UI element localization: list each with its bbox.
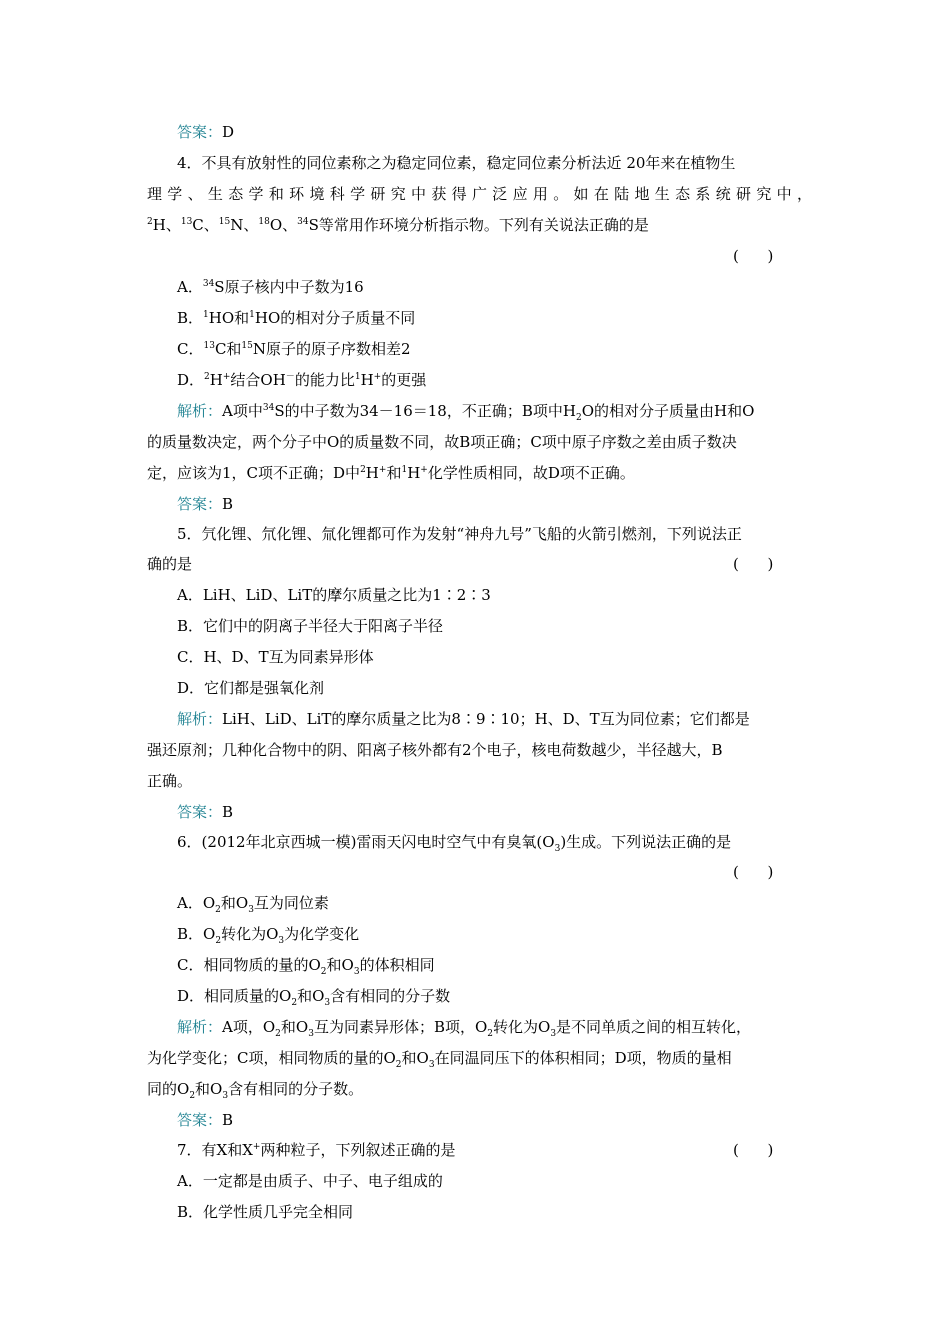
q3-answer	[177, 122, 812, 142]
sub: 2	[215, 905, 221, 915]
t: H	[209, 371, 223, 389]
sup: 18	[258, 217, 270, 227]
q6-option-a[interactable]	[177, 893, 812, 913]
answer-blank[interactable]: ( )	[733, 863, 774, 881]
t: 在同温同压下的体积相同；D项，物质的量相	[434, 1049, 732, 1067]
q4-explanation-1	[177, 401, 812, 421]
sup: 15	[218, 217, 231, 227]
t: )生成。下列说法正确的是	[560, 833, 732, 851]
answer-blank[interactable]: ( )	[733, 247, 774, 265]
t: 和O	[280, 1018, 309, 1036]
t: 6．(2012年北京西城一模)雷雨天闪电时空气中有臭氧(O	[177, 833, 555, 851]
sup: 1	[249, 310, 255, 320]
explanation-label: 解析：	[177, 710, 223, 728]
t: 、	[165, 216, 181, 234]
t: S的中子数为34－16＝18，不正确；B项中H	[274, 402, 576, 420]
q5-stem-line-2: 确的是	[147, 555, 193, 573]
answer-label: 答案：	[177, 123, 223, 141]
q5-option-d[interactable]: D．它们都是强氧化剂	[177, 679, 325, 697]
q5-explanation-2: 强还原剂；几种化合物中的阴、阳离子核外都有2个电子，核电荷数越少，半径越大，B	[147, 741, 723, 759]
q4-stem-line-3	[147, 215, 812, 235]
q4-stem-line-2: 理学、生态学和环境科学研究中获得广泛应用。如在陆地生态系统研究中，	[147, 185, 812, 203]
t: D．	[177, 371, 205, 389]
sub: 3	[278, 936, 285, 946]
explanation-label: 解析：	[177, 402, 223, 420]
sup: 34	[262, 403, 275, 413]
q6-answer	[177, 1110, 812, 1130]
sup: +	[222, 372, 231, 382]
t: C和	[214, 340, 242, 358]
sub: 2	[575, 413, 582, 423]
sup: 13	[203, 341, 215, 351]
t: 的体积相同	[359, 956, 435, 974]
q4-explanation-3	[147, 463, 812, 483]
sub: 2	[275, 1029, 281, 1039]
sup: －	[285, 372, 295, 382]
t: O	[269, 216, 283, 234]
answer-blank[interactable]: ( )	[733, 1141, 774, 1159]
sub: 3	[353, 967, 360, 977]
t: S	[308, 216, 319, 234]
sup: 2	[147, 217, 153, 227]
t: 化学性质相同，故D项不正确。	[427, 464, 635, 482]
t: C	[192, 216, 204, 234]
q4-option-c[interactable]	[177, 339, 812, 359]
t: 为化学变化	[284, 925, 360, 943]
t: 和O	[220, 894, 249, 912]
t: D．相同质量的O	[177, 987, 292, 1005]
sub: 3	[248, 905, 254, 915]
q7-option-b[interactable]: B．化学性质几乎完全相同	[177, 1203, 354, 1221]
q5-explanation-3: 正确。	[147, 772, 193, 790]
sub: 3	[222, 1091, 229, 1101]
sub: 3	[550, 1029, 557, 1039]
answer-value: B	[222, 803, 234, 821]
t: HO和	[208, 309, 250, 327]
t: A项中	[222, 402, 263, 420]
t: 等常用作环境分析指示物。下列有关说法正确的是	[318, 216, 649, 234]
answer-value: B	[222, 495, 234, 513]
q4-option-d[interactable]	[177, 370, 812, 390]
t: 同的O	[147, 1080, 190, 1098]
sub: 2	[320, 967, 327, 977]
t: HO的相对分子质量不同	[254, 309, 416, 327]
answer-label: 答案：	[177, 495, 223, 513]
sub: 2	[395, 1060, 402, 1070]
answer-value: D	[222, 123, 235, 141]
t: 、	[243, 216, 259, 234]
sup: 2	[360, 465, 366, 475]
q6-explanation-2	[147, 1048, 812, 1068]
sup: 1	[354, 372, 361, 382]
sub: 2	[215, 936, 222, 946]
explanation-label: 解析：	[177, 1018, 223, 1036]
t: H	[365, 464, 379, 482]
answer-label: 答案：	[177, 1111, 223, 1129]
t: S	[214, 278, 225, 296]
sub: 2	[291, 998, 298, 1008]
q6-option-b[interactable]	[177, 924, 812, 944]
t: 、	[282, 216, 298, 234]
sup: +	[252, 1142, 261, 1152]
t: 7．有X和X	[177, 1141, 253, 1159]
answer-label: 答案：	[177, 803, 223, 821]
sup: 34	[297, 217, 309, 227]
sup: +	[373, 372, 382, 382]
sup: 34	[202, 279, 215, 289]
q6-option-d[interactable]	[177, 986, 812, 1006]
t: H	[152, 216, 166, 234]
t: A．O	[177, 894, 216, 912]
sup: 13	[180, 217, 193, 227]
t: 和O	[401, 1049, 429, 1067]
t: B．O	[177, 925, 216, 943]
t: O的相对分子质量由H和O	[581, 402, 755, 420]
t: 和O	[195, 1080, 223, 1098]
sub: 3	[428, 1060, 435, 1070]
t: 为化学变化；C项，相同物质的量的O	[147, 1049, 396, 1067]
t: H	[407, 464, 421, 482]
q4-stem-line-1: 4．不具有放射性的同位素称之为稳定同位素，稳定同位素分析法近 20年来在植物生	[177, 154, 736, 172]
q5-option-a[interactable]: A．LiH、LiD、LiT的摩尔质量之比为1∶2∶3	[177, 586, 491, 604]
sup: +	[378, 465, 387, 475]
t: A项，O	[222, 1018, 276, 1036]
t: 含有相同的分子数	[330, 987, 451, 1005]
q6-explanation-3	[147, 1079, 812, 1099]
t: N	[230, 216, 244, 234]
t: N原子的原子序数相差2	[252, 340, 411, 358]
sub: 3	[554, 844, 561, 854]
t: C．相同物质的量的O	[177, 956, 321, 974]
sub: 2	[487, 1029, 493, 1039]
t: 的更强	[381, 371, 427, 389]
t: 、	[203, 216, 219, 234]
t: 互为同位素	[253, 894, 329, 912]
t: 和	[386, 464, 402, 482]
t: 转化为O	[221, 925, 279, 943]
q6-stem	[177, 832, 812, 852]
q6-explanation-1	[177, 1017, 812, 1037]
q6-option-c[interactable]	[177, 955, 812, 975]
t: 原子核内中子数为16	[224, 278, 364, 296]
t: 结合OH	[230, 371, 286, 389]
sup: 1	[203, 310, 209, 320]
sup: 1	[401, 465, 408, 475]
q5-option-c[interactable]: C．H、D、T互为同素异形体	[177, 648, 374, 666]
t: LiH、LiD、LiT的摩尔质量之比为8∶9∶10；H、D、T互为同位素；它们都是	[222, 710, 750, 728]
q4-explanation-2: 的质量数决定，两个分子中O的质量数不同，故B项正确；C项中原子序数之差由质子数决	[147, 433, 737, 451]
q7-option-a[interactable]: A．一定都是由质子、中子、电子组成的	[177, 1172, 443, 1190]
q5-answer	[177, 802, 812, 822]
sub: 2	[189, 1091, 196, 1101]
t: A．	[177, 278, 203, 296]
sub: 3	[308, 1029, 314, 1039]
answer-value: B	[222, 1111, 234, 1129]
t: 定，应该为1，C项不正确；D中	[147, 464, 361, 482]
t: B．	[177, 309, 204, 327]
t: 两种粒子，下列叙述正确的是	[260, 1141, 456, 1159]
q5-explanation-1	[177, 709, 812, 729]
t: 和O	[297, 987, 325, 1005]
t: 是不同单质之间的相互转化，	[556, 1018, 752, 1036]
q4-option-a[interactable]	[177, 277, 812, 297]
t: 互为同素异形体；B项，O	[313, 1018, 488, 1036]
sup: +	[420, 465, 428, 475]
q5-option-b[interactable]: B．它们中的阴离子半径大于阳离子半径	[177, 617, 444, 635]
t: 的能力比	[294, 371, 355, 389]
q7-stem	[177, 1140, 812, 1160]
q4-answer	[177, 494, 812, 514]
t: 含有相同的分子数。	[228, 1080, 364, 1098]
t: H	[360, 371, 374, 389]
q5-stem-line-1: 5．氕化锂、氘化锂、氚化锂都可作为发射“神舟九号”飞船的火箭引燃剂，下列说法正	[177, 525, 742, 543]
answer-blank[interactable]: ( )	[733, 555, 774, 573]
sup: 2	[204, 372, 210, 382]
q4-option-b[interactable]	[177, 308, 812, 328]
t: C．	[177, 340, 204, 358]
sub: 3	[324, 998, 331, 1008]
sup: 15	[241, 341, 253, 351]
t: 和O	[326, 956, 354, 974]
t: 转化为O	[493, 1018, 551, 1036]
